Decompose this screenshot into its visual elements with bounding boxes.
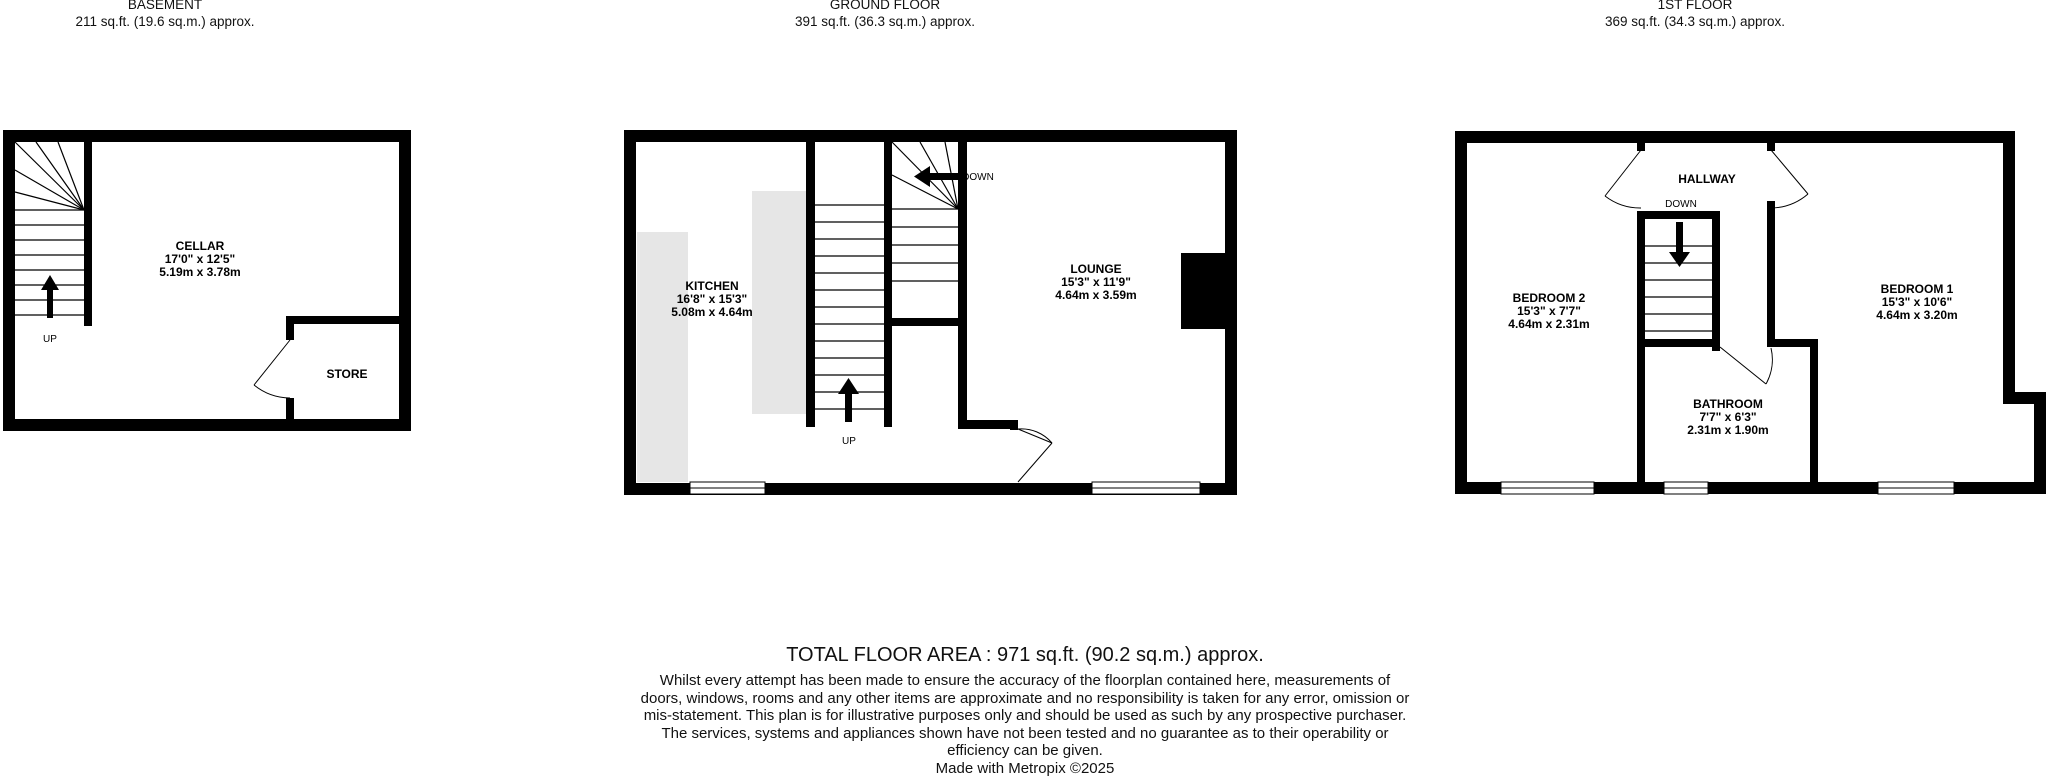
bedroom1-name: BEDROOM 1 [1880,282,1954,296]
lounge-name: LOUNGE [1070,262,1122,276]
total-floor-area: TOTAL FLOOR AREA : 971 sq.ft. (90.2 sq.m.) approx. [786,644,1264,666]
first-floor-title: 1ST FLOOR [1657,0,1733,12]
kitchen-metric: 5.08m x 4.64m [671,305,753,319]
cellar-metric: 5.19m x 3.78m [159,265,241,279]
lounge-chimney-breast [1181,253,1225,329]
basement-up-label: UP [43,334,57,345]
lounge-door [1018,429,1052,482]
basement-title: BASEMENT [127,0,203,12]
ground-up-arrow-icon [838,378,859,422]
store-name: STORE [326,367,368,381]
kitchen-worktop-left [637,232,688,482]
basement-plan [9,136,405,425]
ground-floor-area: 391 sq.ft. (36.3 sq.m.) approx. [794,14,976,29]
first-left-wall [1455,131,1467,494]
stairwell-top-wall [1637,211,1720,219]
ground-stair-wall-left [806,136,815,427]
first-floor-area: 369 sq.ft. (34.3 sq.m.) approx. [1604,14,1786,29]
bedroom2-metric: 4.64m x 2.31m [1508,317,1590,331]
basement-outer-wall [9,136,405,425]
bathroom-metric: 2.31m x 1.90m [1687,423,1769,437]
store-top-wall [286,316,399,324]
cellar-name: CELLAR [175,239,225,253]
basement-area: 211 sq.ft. (19.6 sq.m.) approx. [75,14,255,29]
kitchen-worktop-centre [752,191,806,414]
first-right-wall-upper [2003,131,2015,398]
bedroom1-left-wall-upper [1767,201,1775,347]
bathroom-imperial: 7'7" x 6'3" [1699,410,1757,424]
made-with-credit: Made with Metropix ©2025 [935,759,1115,777]
ground-landing-wall [892,318,958,326]
first-floor-plan [1455,131,2046,494]
first-right-wall-lower [2034,392,2046,494]
lounge-imperial: 15'3" x 11'9" [1061,275,1131,289]
stairwell-bottom-wall [1637,339,1720,347]
hallway-name: HALLWAY [1678,172,1736,186]
ground-stair-wall-mid [884,136,892,427]
basement-up-arrow-icon [41,275,59,318]
ground-floor-plan [630,136,1231,494]
kitchen-name: KITCHEN [685,279,739,293]
ground-floor-title: GROUND FLOOR [829,0,941,12]
first-down-label: DOWN [1665,199,1697,210]
first-top-wall [1455,131,2005,143]
stairwell-right-wall [1712,211,1720,351]
store-side-wall-upper [286,316,294,340]
bedroom2-name: BEDROOM 2 [1512,291,1586,305]
kitchen-imperial: 16'8" x 15'3" [676,292,748,306]
basement-stair-wall [84,136,92,326]
bathroom-name: BATHROOM [1693,397,1763,411]
store-door [254,340,290,398]
lounge-wall-stub [958,420,1018,429]
bedroom2-imperial: 15'3" x 7'7" [1517,304,1581,318]
lounge-metric: 4.64m x 3.59m [1055,288,1137,302]
bedroom1-imperial: 15'3" x 10'6" [1881,295,1953,309]
ground-up-label: UP [842,436,856,447]
ground-staircase-down [892,142,958,281]
bedroom1-metric: 4.64m x 3.20m [1876,308,1958,322]
cellar-imperial: 17'0" x 12'5" [164,252,236,266]
bathroom-right-wall [1810,339,1818,482]
ground-down-label: DOWN [962,172,994,183]
floorplan-footer [630,642,1420,777]
disclaimer-text: Whilst every attempt has been made to ensure the accuracy of the floorplan contained here, measurements of doors, windows, rooms and any other items are approximate and no responsibility is taken for any error, omission or mis-statement. This plan is for illustrative purposes only and should be used as such by any prospective purchaser. The services, systems and appliances shown have not been tested and no guarantee as to their operability or efficiency can be given. [640,672,1410,759]
ground-staircase-up [815,205,884,409]
first-down-arrow-icon [1669,222,1690,267]
store-side-wall-lower [286,398,294,420]
